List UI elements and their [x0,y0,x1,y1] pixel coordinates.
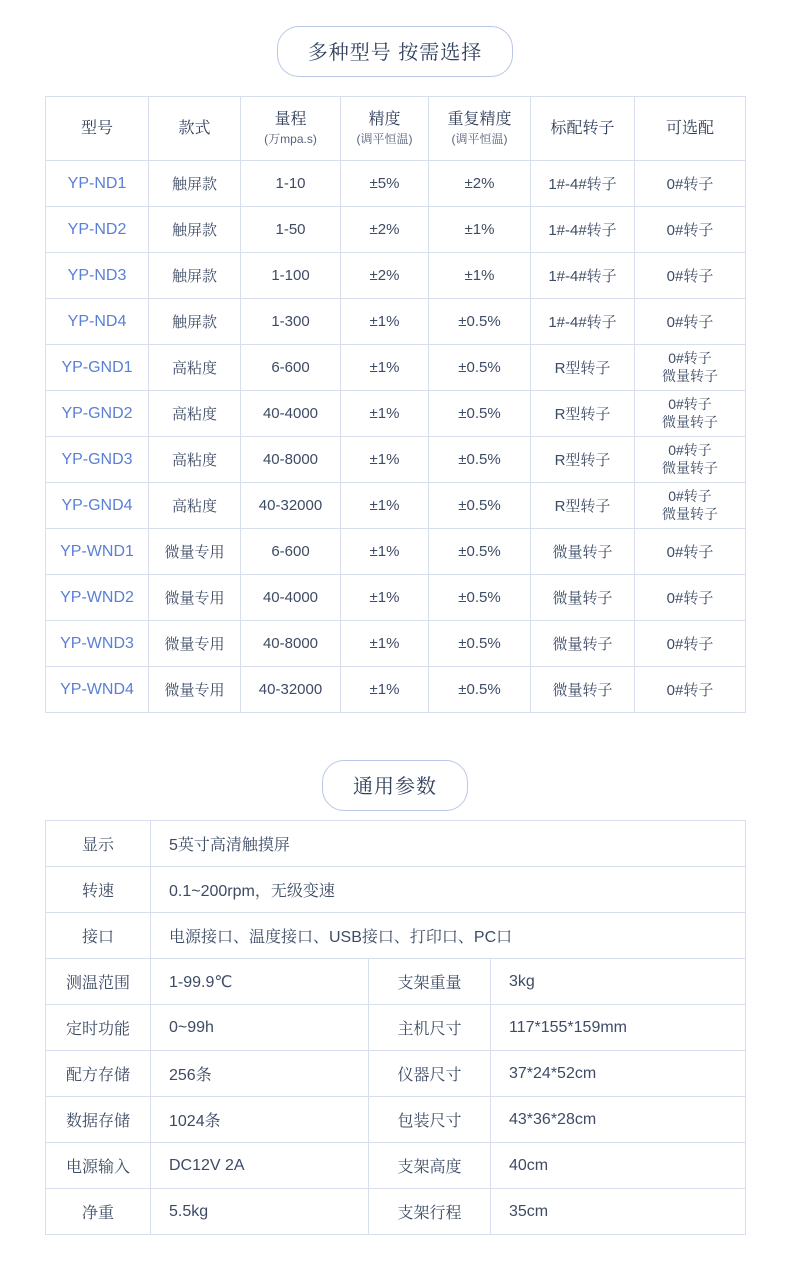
table-row [46,207,746,253]
header-main: 款式 [178,119,211,137]
header-sub: (调平恒温) [451,132,508,146]
cell-standard-rotor: R型转子 [531,391,635,437]
header-cell-optional [635,97,746,161]
cell-style: 触屏款 [149,299,241,345]
table-row [46,621,746,667]
table-row [46,437,746,483]
param-value: 43*36*28cm [491,1097,746,1143]
cell-style: 微量专用 [149,667,241,713]
header-sub: (万mpa.s) [264,132,317,146]
table-row [46,483,746,529]
cell-standard-rotor: 1#-4#转子 [531,253,635,299]
cell-repeatability: ±0.5% [429,437,531,483]
cell-standard-rotor: 微量转子 [531,575,635,621]
cell-accuracy: ±1% [341,391,429,437]
cell-repeatability: ±0.5% [429,667,531,713]
table-row [46,345,746,391]
table-row [46,913,746,959]
param-label: 主机尺寸 [369,1005,491,1051]
header-main: 标配转子 [550,119,615,137]
table-row [46,959,746,1005]
table-row [46,821,746,867]
header-cell-repeatability [429,97,531,161]
param-label: 包装尺寸 [369,1097,491,1143]
table-row [46,253,746,299]
table-row [46,161,746,207]
models-heading-label: 多种型号 按需选择 [277,26,514,77]
cell-repeatability: ±0.5% [429,621,531,667]
cell-accuracy: ±2% [341,207,429,253]
param-value: 117*155*159mm [491,1005,746,1051]
cell-optional: 0#转子 微量转子 [635,391,746,437]
cell-range: 1-50 [241,207,341,253]
cell-range: 6-600 [241,345,341,391]
cell-optional: 0#转子 微量转子 [635,483,746,529]
cell-model: YP-WND1 [46,529,149,575]
header-main: 重复精度 [447,111,512,128]
cell-style: 高粘度 [149,483,241,529]
param-label: 支架重量 [369,959,491,1005]
cell-style: 高粘度 [149,345,241,391]
cell-repeatability: ±0.5% [429,299,531,345]
cell-range: 1-100 [241,253,341,299]
models-table [45,96,746,713]
cell-range: 40-32000 [241,667,341,713]
cell-repeatability: ±1% [429,207,531,253]
param-value: 5.5kg [151,1189,369,1235]
cell-range: 40-8000 [241,437,341,483]
table-row [46,529,746,575]
cell-optional: 0#转子 [635,161,746,207]
general-params-table [45,820,746,1235]
param-label: 转速 [46,867,151,913]
header-cell-style [149,97,241,161]
cell-range: 40-4000 [241,575,341,621]
cell-standard-rotor: R型转子 [531,437,635,483]
header-cell-model [46,97,149,161]
param-value: 1-99.9℃ [151,959,369,1005]
header-sub: (调平恒温) [356,132,413,146]
cell-repeatability: ±0.5% [429,391,531,437]
models-table-body [46,161,746,713]
param-label: 显示 [46,821,151,867]
cell-model: YP-ND3 [46,253,149,299]
cell-accuracy: ±1% [341,437,429,483]
cell-model: YP-ND2 [46,207,149,253]
param-value: 1024条 [151,1097,369,1143]
cell-optional: 0#转子 [635,207,746,253]
cell-range: 1-300 [241,299,341,345]
cell-repeatability: ±0.5% [429,575,531,621]
table-header-row [46,97,746,161]
param-value: 5英寸高清触摸屏 [151,821,746,867]
models-section-heading [0,26,790,77]
param-value: 256条 [151,1051,369,1097]
cell-repeatability: ±2% [429,161,531,207]
cell-style: 微量专用 [149,575,241,621]
cell-style: 高粘度 [149,391,241,437]
cell-accuracy: ±1% [341,483,429,529]
param-label: 定时功能 [46,1005,151,1051]
cell-range: 40-4000 [241,391,341,437]
param-label: 配方存储 [46,1051,151,1097]
table-row [46,1097,746,1143]
param-value: 0.1~200rpm，无级变速 [151,867,746,913]
cell-standard-rotor: 微量转子 [531,621,635,667]
cell-standard-rotor: 微量转子 [531,667,635,713]
cell-range: 40-32000 [241,483,341,529]
table-row [46,1051,746,1097]
cell-repeatability: ±0.5% [429,345,531,391]
cell-model: YP-GND1 [46,345,149,391]
cell-optional: 0#转子 [635,253,746,299]
param-value: 电源接口、温度接口、USB接口、打印口、PC口 [151,913,746,959]
table-row [46,299,746,345]
cell-optional: 0#转子 微量转子 [635,345,746,391]
cell-model: YP-ND4 [46,299,149,345]
header-main: 量程 [274,111,307,128]
cell-accuracy: ±1% [341,667,429,713]
param-label: 净重 [46,1189,151,1235]
cell-range: 6-600 [241,529,341,575]
general-params-body [46,821,746,1235]
cell-style: 触屏款 [149,207,241,253]
param-value: 40cm [491,1143,746,1189]
param-label: 仪器尺寸 [369,1051,491,1097]
cell-standard-rotor: 1#-4#转子 [531,299,635,345]
table-row [46,1005,746,1051]
cell-standard-rotor: 1#-4#转子 [531,207,635,253]
cell-standard-rotor: 1#-4#转子 [531,161,635,207]
param-value: DC12V 2A [151,1143,369,1189]
cell-optional: 0#转子 微量转子 [635,437,746,483]
cell-model: YP-GND4 [46,483,149,529]
header-main: 型号 [80,119,113,137]
cell-style: 触屏款 [149,161,241,207]
cell-repeatability: ±0.5% [429,529,531,575]
cell-optional: 0#转子 [635,299,746,345]
cell-model: YP-GND2 [46,391,149,437]
param-label: 测温范围 [46,959,151,1005]
cell-optional: 0#转子 [635,667,746,713]
params-section-heading [0,760,790,811]
cell-accuracy: ±1% [341,621,429,667]
table-row [46,575,746,621]
param-label: 接口 [46,913,151,959]
cell-standard-rotor: R型转子 [531,483,635,529]
param-label: 电源输入 [46,1143,151,1189]
cell-style: 微量专用 [149,621,241,667]
cell-standard-rotor: R型转子 [531,345,635,391]
params-heading-label: 通用参数 [322,760,468,811]
param-value: 3kg [491,959,746,1005]
cell-optional: 0#转子 [635,575,746,621]
cell-standard-rotor: 微量转子 [531,529,635,575]
cell-style: 微量专用 [149,529,241,575]
cell-accuracy: ±5% [341,161,429,207]
cell-model: YP-GND3 [46,437,149,483]
param-value: 37*24*52cm [491,1051,746,1097]
cell-optional: 0#转子 [635,621,746,667]
table-row [46,667,746,713]
cell-model: YP-WND4 [46,667,149,713]
table-row [46,391,746,437]
header-main: 精度 [368,111,401,128]
table-row [46,867,746,913]
cell-model: YP-WND2 [46,575,149,621]
header-cell-range [241,97,341,161]
header-main: 可选配 [665,119,714,137]
cell-model: YP-WND3 [46,621,149,667]
cell-accuracy: ±1% [341,345,429,391]
cell-accuracy: ±1% [341,575,429,621]
cell-style: 触屏款 [149,253,241,299]
table-row [46,1189,746,1235]
cell-accuracy: ±1% [341,299,429,345]
cell-range: 1-10 [241,161,341,207]
cell-repeatability: ±0.5% [429,483,531,529]
param-value: 35cm [491,1189,746,1235]
param-label: 支架高度 [369,1143,491,1189]
header-cell-accuracy [341,97,429,161]
cell-model: YP-ND1 [46,161,149,207]
param-value: 0~99h [151,1005,369,1051]
cell-accuracy: ±1% [341,529,429,575]
cell-style: 高粘度 [149,437,241,483]
cell-accuracy: ±2% [341,253,429,299]
models-table-header [46,97,746,161]
header-cell-standard-rotor [531,97,635,161]
param-label: 数据存储 [46,1097,151,1143]
cell-repeatability: ±1% [429,253,531,299]
table-row [46,1143,746,1189]
cell-optional: 0#转子 [635,529,746,575]
cell-range: 40-8000 [241,621,341,667]
param-label: 支架行程 [369,1189,491,1235]
